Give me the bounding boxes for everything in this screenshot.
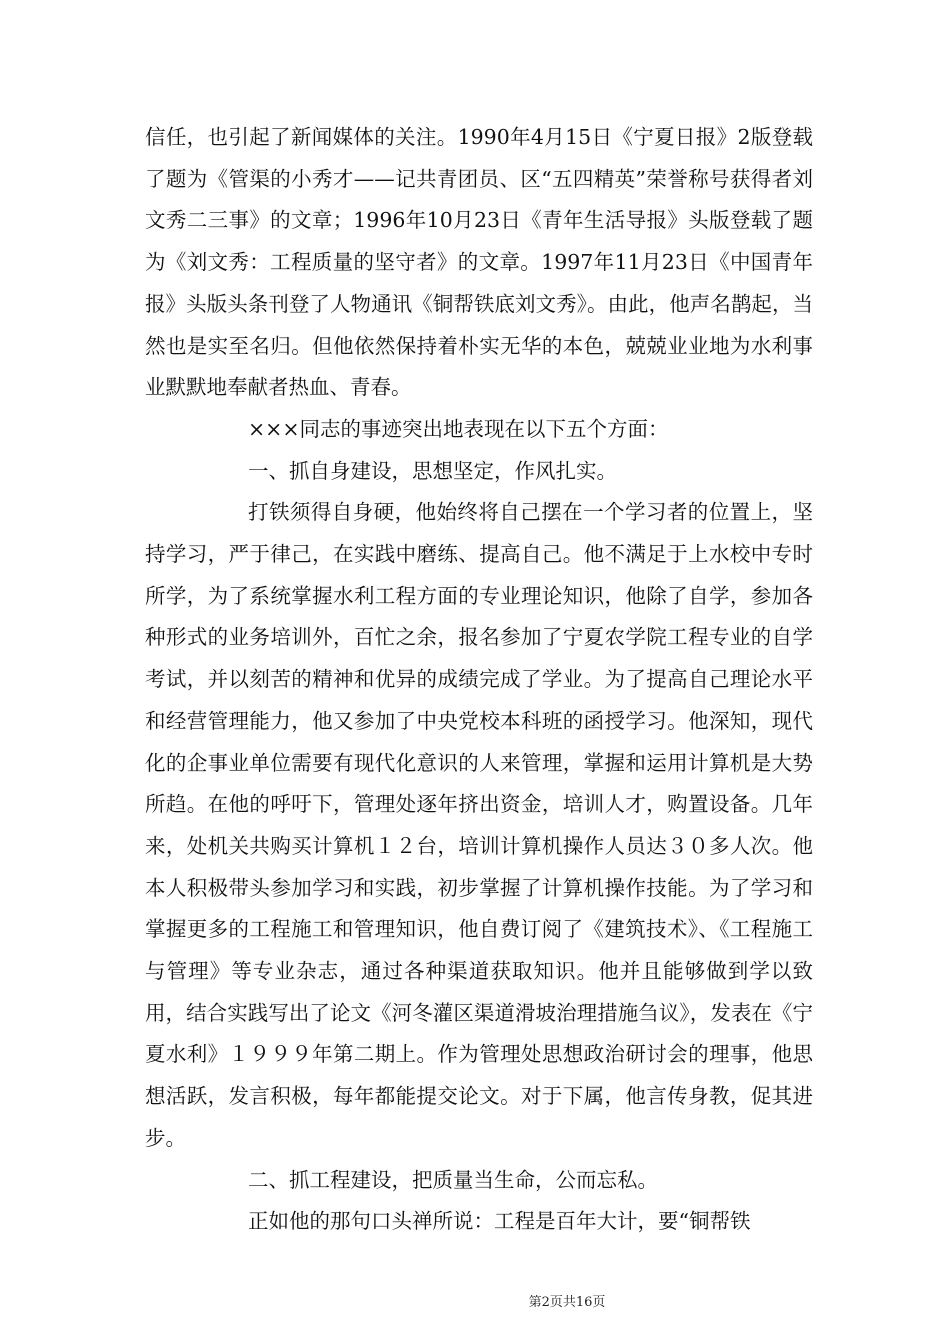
document-body [145, 117, 813, 1243]
section-heading-two: 二、抓工程建设，把质量当生命，公而忘私。 [248, 1167, 658, 1192]
paragraph-five-aspects-intro: ×××同志的事迹突出地表现在以下五个方面： [248, 416, 669, 441]
paragraph-media-coverage: 信任，也引起了新闻媒体的关注。1990年4月15日《宁夏日报》2版登载了题为《管渠的小秀才——记共青团员、区“五四精英”荣誉称号获得者刘文秀二三事》的文章；1996年10月23日《青年生活导报》头版登载了题为《刘文秀：工程质量的坚守者》的文章。1997年11月23日《中国青年报》头版头条刊登了人物通讯《铜帮铁底刘文秀》。由此，他声名鹊起，当然也是实至名归。但他依然保持着朴实无华的本色，兢兢业业地为水利事业默默地奉献者热血、青春。 [145, 125, 813, 400]
paragraph-engineering-quality: 正如他的那句口头禅所说：工程是百年大计，要“铜帮铁 [248, 1209, 751, 1234]
page-number-footer: 第2页共16页 [528, 1295, 606, 1310]
section-heading-one: 一、抓自身建设，思想坚定，作风扎实。 [248, 458, 617, 483]
paragraph-self-study: 打铁须得自身硬，他始终将自己摆在一个学习者的位置上，坚持学习，严于律己，在实践中磨练、提高自己。他不满足于上水校中专时所学，为了系统掌握水利工程方面的专业理论知识，他除了自学，参加各种形式的业务培训外，百忙之余，报名参加了宁夏农学院工程专业的自学考试，并以刻苦的精神和优异的成绩完成了学业。为了提高自己理论水平和经营管理能力，他又参加了中央党校本科班的函授学习。他深知，现代化的企事业单位需要有现代化意识的人来管理，掌握和运用计算机是大势所趋。在他的呼吁下，管理处逐年挤出资金，培训人才，购置设备。几年来，处机关共购买计算机１２台，培训计算机操作人员达３０多人次。他本人积极带头参加学习和实践，初步掌握了计算机操作技能。为了学习和掌握更多的工程施工和管理知识，他自费订阅了《建筑技术》、《工程施工与管理》等专业杂志，通过各种渠道获取知识。他并且能够做到学以致用，结合实践写出了论文《河冬灌区渠道滑坡治理措施刍议》，发表在《宁夏水利》１９９９年第二期上。作为管理处思想政治研讨会的理事，他思想活跃，发言积极，每年都能提交论文。对于下属，他言传身教，促其进步。 [145, 500, 813, 1150]
